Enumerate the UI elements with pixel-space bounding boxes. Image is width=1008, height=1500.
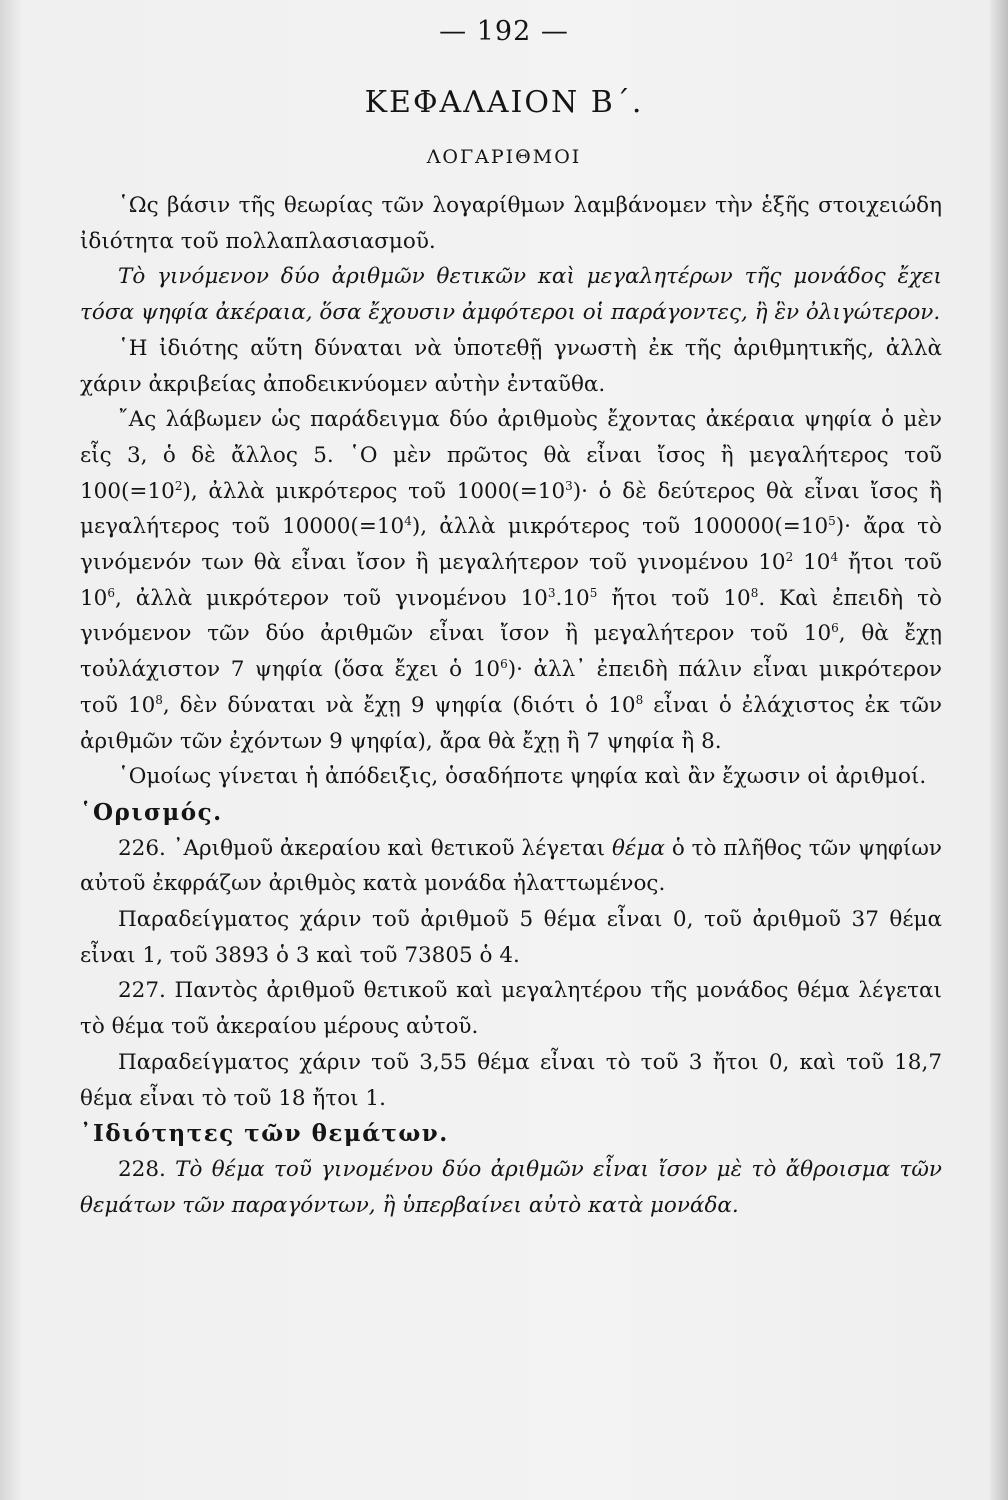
exponent: 8 [155, 692, 163, 707]
exponent: 4 [404, 514, 412, 529]
proof-text: )· ἄρα τὸ γινόμενόν των θὰ εἶναι ἴσον ἢ μεγαλήτερον τοῦ γινομένου 10 [80, 514, 942, 576]
exponent: 2 [174, 478, 183, 493]
paragraph-227: 227. Παντὸς ἀριθμοῦ θετικοῦ καὶ μεγαλητέρου τῆς μονάδος θέμα λέγεται τὸ θέμα τοῦ ἀκεραίου μέρους αὐτοῦ. [80, 978, 942, 1040]
exponent: 8 [750, 585, 759, 600]
chapter-title: ΚΕΦΑΛΑΙΟΝ Β΄. [364, 85, 644, 120]
paragraph-number: 228. [118, 1156, 166, 1182]
proof-text: )· ὁ δὲ δεύτερος θὰ εἶναι ἴσος ἢ μεγαλήτερος τοῦ 10000(=10 [80, 478, 942, 540]
proof-text: .10 [555, 585, 590, 611]
paragraph-226-text: ὁ τὸ πλῆθος τῶν ψηφίων αὐτοῦ ἐκφράζων ἀριθμὸς κατὰ μονάδα ἠλαττωμένος. [80, 835, 942, 897]
proof-text: ), ἀλλὰ μικρότερος τοῦ 100000(=10 [411, 514, 829, 540]
paragraph-theorem: Τὸ γινόμενον δύο ἀριθμῶν θετικῶν καὶ μεγαλητέρων τῆς μονάδος ἔχει τόσα ψηφία ἀκέραια, ὅσα ἔχουσιν ἀμφότεροι οἱ παράγοντες, ἢ ἓν ὀλιγώτερον. [80, 264, 942, 326]
exponent: 6 [831, 621, 839, 636]
exponent: 5 [828, 514, 836, 529]
section-heading-definition: ῾Ορισμός. [80, 798, 223, 826]
proof-text: εἶναι ὁ ἐλάχιστος ἐκ τῶν ἀριθμῶν τῶν ἐχόντων 9 ψηφία), ἄρα θὰ ἔχῃ ἢ 7 ψηφία ἢ 8. [80, 692, 942, 754]
page-edge-shadow [990, 0, 1008, 1500]
proof-text: , δὲν δύναται νὰ ἔχῃ 9 ψηφία (διότι ὁ 10 [162, 692, 636, 718]
proof-text: , ἀλλὰ μικρότερον τοῦ γινομένου 10 [115, 585, 548, 611]
paragraph-227-example: Παραδείγματος χάριν τοῦ 3,55 θέμα εἶναι τὸ τοῦ 3 ἤτοι 0, καὶ τοῦ 18,7 θέμα εἶναι τὸ τοῦ 18 ἤτοι 1. [80, 1049, 942, 1111]
exponent: 2 [785, 550, 794, 565]
exponent: 3 [547, 585, 556, 600]
paragraph-226-example: Παραδείγματος χάριν τοῦ ἀριθμοῦ 5 θέμα εἶναι 0, τοῦ ἀριθμοῦ 37 θέμα εἶναι 1, τοῦ 3893 ὁ 3 καὶ τοῦ 73805 ὁ 4. [80, 907, 942, 968]
section-heading-properties: ᾽Ιδιότητες τῶν θεμάτων. [80, 1120, 449, 1148]
paragraph-226 [80, 831, 942, 902]
exponent: 6 [500, 657, 508, 672]
proof-text: ἤτοι τοῦ 10 [597, 585, 751, 611]
exponent: 8 [635, 692, 644, 707]
exponent: 4 [830, 550, 839, 565]
chapter-subtitle: ΛΟΓΑΡΙΘΜΟΙ [426, 146, 582, 168]
paragraph-228 [80, 1152, 942, 1223]
paragraph-proof [80, 402, 942, 759]
body-text [80, 188, 942, 1223]
paragraph-226-text: 226. ᾽Αριθμοῦ ἀκεραίου καὶ θετικοῦ λέγεται [118, 835, 612, 861]
proof-text: . Καὶ ἐπειδὴ τὸ γινόμενον τῶν δύο ἀριθμῶν εἶναι ἴσον ἢ μεγαλήτερον τοῦ 10 [80, 585, 942, 647]
proof-text: )· ἀλλ᾽ ἐπειδὴ πάλιν εἶναι μικρότερον τοῦ 10 [80, 657, 942, 718]
proof-text: 10 [793, 550, 831, 576]
page-number: — 192 — [439, 16, 569, 47]
paragraph-remark: ῾Η ἰδιότης αὕτη δύναται νὰ ὑποτεθῇ γνωστὴ ἐκ τῆς ἀριθμητικῆς, ἀλλὰ χάριν ἀκριβείας ἀποδεικνύομεν αὐτὴν ἐνταῦθα. [80, 335, 942, 397]
proof-text: ), ἀλλὰ μικρότερος τοῦ 1000(=10 [182, 478, 566, 504]
proof-text: ῎Ας λάβωμεν ὡς παράδειγμα δύο ἀριθμοὺς ἔχοντας ἀκέραια ψηφία ὁ μὲν εἷς 3, ὁ δὲ ἄλλος 5. ῾Ο μὲν πρῶτος θὰ εἶναι ἴσος ἢ μεγαλήτερος τοῦ 100(=10 [80, 407, 942, 504]
exponent: 3 [565, 478, 573, 493]
paragraph-generalization: ῾Ομοίως γίνεται ἡ ἀπόδειξις, ὁσαδήποτε ψηφία καὶ ἂν ἔχωσιν οἱ ἀριθμοί. [118, 764, 927, 790]
paragraph-intro: ῾Ως βάσιν τῆς θεωρίας τῶν λογαρίθμων λαμβάνομεν τὴν ἑξῆς στοιχειώδη ἰδιότητα τοῦ πολλαπλασιασμοῦ. [80, 193, 942, 254]
proof-text: , θὰ ἔχῃ τοὐλάχιστον 7 ψηφία (ὅσα ἔχει ὁ 10 [80, 621, 942, 683]
defined-term: θέμα [611, 835, 665, 861]
exponent: 5 [589, 585, 598, 600]
exponent: 6 [107, 585, 115, 600]
proof-text: ἤτοι τοῦ 10 [80, 550, 942, 611]
paragraph-228-text: Τὸ θέμα τοῦ γινομένου δύο ἀριθμῶν εἶναι ἴσον μὲ τὸ ἄθροισμα τῶν θεμάτων τῶν παραγόντων, ἢ ὑπερβαίνει αὐτὸ κατὰ μονάδα. [80, 1156, 942, 1218]
